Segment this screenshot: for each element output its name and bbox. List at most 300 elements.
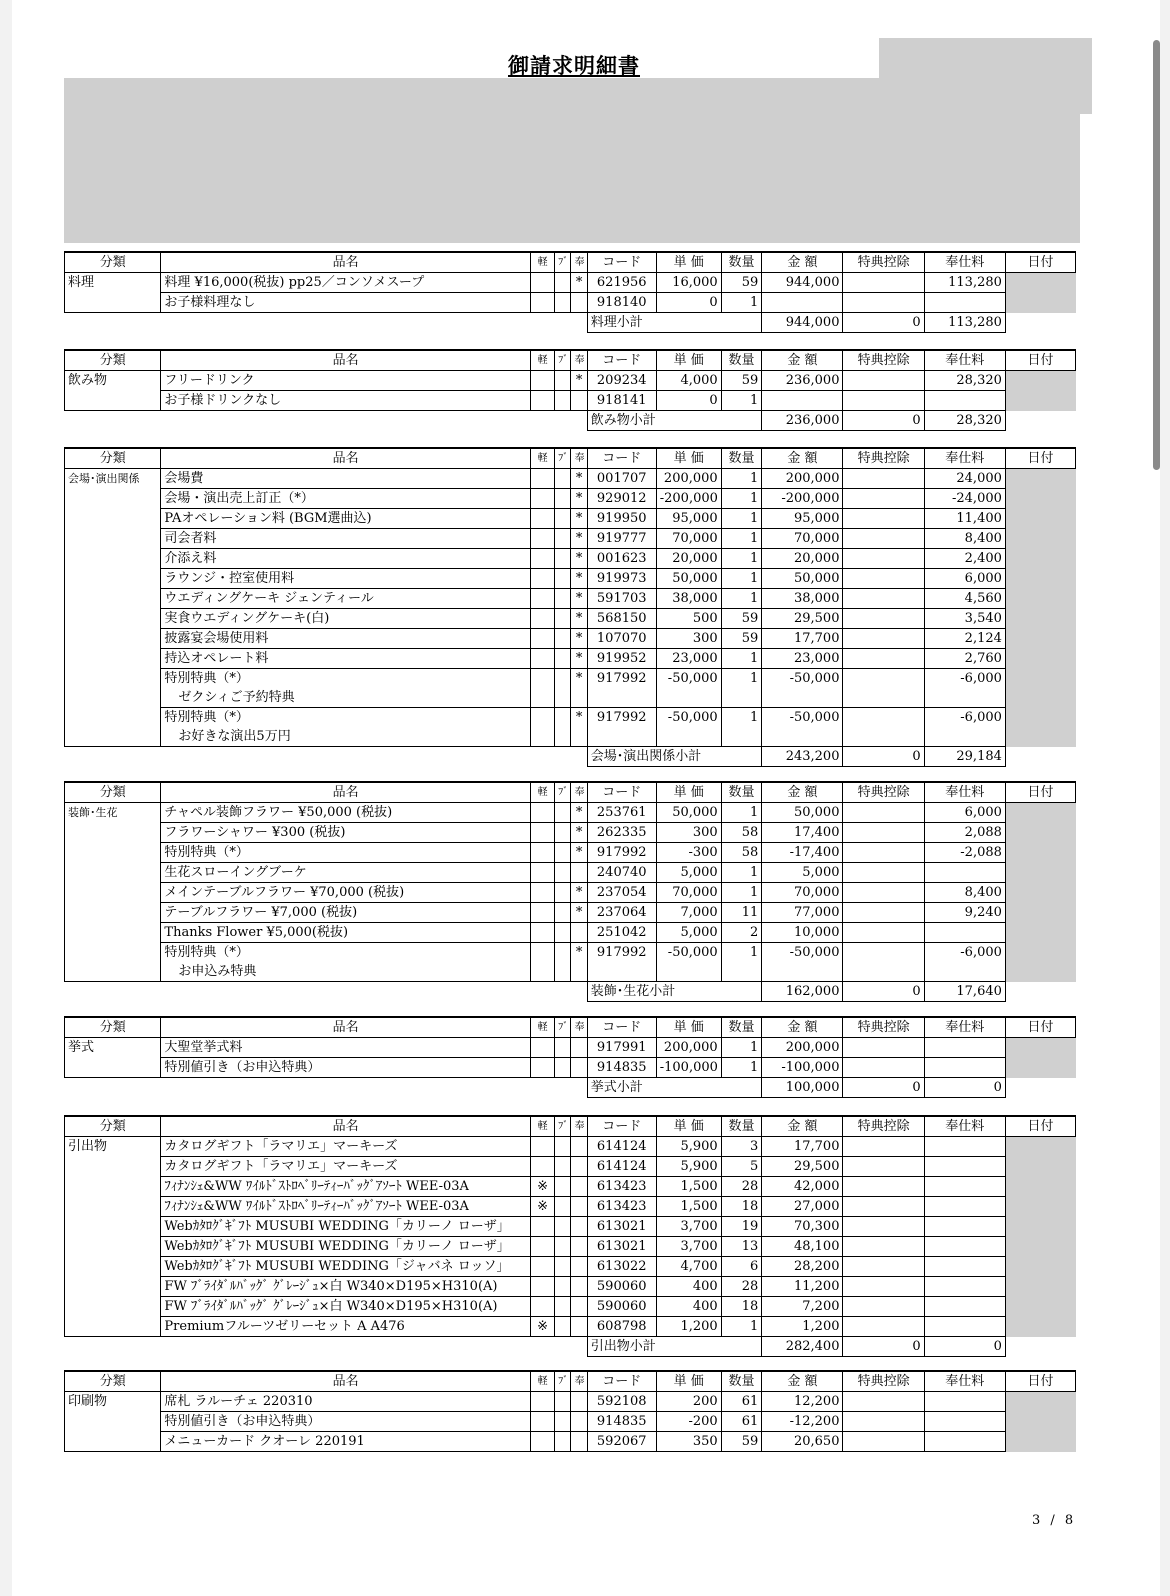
cell-tokuten [843, 803, 924, 823]
cell-name: 司会者料 [161, 529, 530, 549]
cell-price: 300 [656, 823, 721, 843]
item-note: お好きな演出5万円 [178, 729, 291, 744]
cell-fu [555, 843, 571, 863]
cell-kei [530, 569, 554, 589]
cell-amount: 48,100 [762, 1237, 843, 1257]
cell-tokuten [843, 529, 924, 549]
cell-tokuten [843, 1237, 924, 1257]
cell-name: 席札 ラルーチェ 220310 [161, 1392, 530, 1412]
cell-service: 2,088 [924, 823, 1005, 843]
blank-cell [65, 982, 588, 1002]
cell-price: -200 [656, 1412, 721, 1432]
cell-fu [555, 1157, 571, 1177]
cell-kei [530, 843, 554, 863]
invoice-section [64, 1115, 1092, 1357]
cell-amount: 11,200 [762, 1277, 843, 1297]
date-cell [1005, 1157, 1075, 1177]
cell-kei [530, 489, 554, 509]
cell-service: 3,540 [924, 609, 1005, 629]
table-row [65, 883, 1076, 903]
cell-qty: 61 [721, 1412, 762, 1432]
cell-name: 持込オペレート料 [161, 649, 530, 669]
table-row [65, 629, 1076, 649]
table-row [65, 489, 1076, 509]
cell-qty: 1 [721, 649, 762, 669]
cell-name: 介添え料 [161, 549, 530, 569]
cell-qty: 1 [721, 569, 762, 589]
item-name-cell [161, 708, 530, 747]
cell-kei [530, 903, 554, 923]
column-header: コード [587, 252, 656, 273]
cell-hou [571, 1217, 587, 1237]
table-row [65, 903, 1076, 923]
cell-hou [571, 1297, 587, 1317]
cell-amount: 42,000 [762, 1177, 843, 1197]
cell-price: 7,000 [656, 903, 721, 923]
cell-tokuten [843, 1257, 924, 1277]
column-header: 奉仕料 [924, 1371, 1005, 1392]
cell-amount: 29,500 [762, 609, 843, 629]
table-row [65, 863, 1076, 883]
subtotal-label: 挙式小計 [587, 1078, 762, 1098]
cell-amount: 70,000 [762, 883, 843, 903]
column-header: ﾌﾞ [555, 1017, 571, 1038]
date-cell [1005, 1058, 1075, 1078]
cell-code: 568150 [587, 609, 656, 629]
cell-code: 590060 [587, 1297, 656, 1317]
date-cell [1005, 843, 1075, 863]
cell-hou: * [571, 569, 587, 589]
column-header: 奉仕料 [924, 252, 1005, 273]
cell-qty: 1 [721, 549, 762, 569]
cell-service: 11,400 [924, 509, 1005, 529]
cell-tokuten [843, 273, 924, 293]
table-row [65, 1412, 1076, 1432]
table-row [65, 469, 1076, 489]
column-header: コード [587, 1017, 656, 1038]
cell-qty: 13 [721, 1237, 762, 1257]
category-cell: 印刷物 [65, 1392, 161, 1452]
item-name: 特別特典（*） [164, 945, 249, 960]
cell-service: 4,560 [924, 589, 1005, 609]
cell-price: 200 [656, 1392, 721, 1412]
page-indicator: 3 / 8 [1032, 1513, 1077, 1528]
table-row [65, 1177, 1076, 1197]
cell-tokuten [843, 469, 924, 489]
column-header: 軽 [530, 1017, 554, 1038]
cell-code: 613423 [587, 1197, 656, 1217]
cell-kei [530, 529, 554, 549]
cell-code: 919973 [587, 569, 656, 589]
cell-hou: * [571, 371, 587, 391]
cell-code: 251042 [587, 923, 656, 943]
cell-hou [571, 1177, 587, 1197]
cell-fu [555, 1038, 571, 1058]
cell-hou: * [571, 803, 587, 823]
cell-price: -200,000 [656, 489, 721, 509]
cell-code: 209234 [587, 371, 656, 391]
cell-price: -100,000 [656, 1058, 721, 1078]
column-header: 特典控除 [843, 782, 924, 803]
cell-kei [530, 1217, 554, 1237]
column-header: 奉仕料 [924, 1017, 1005, 1038]
date-cell [1005, 863, 1075, 883]
cell-service: 2,400 [924, 549, 1005, 569]
cell-kei [530, 469, 554, 489]
cell-fu [555, 509, 571, 529]
cell-kei [530, 589, 554, 609]
cell-fu [555, 1217, 571, 1237]
subtotal-amount: 162,000 [762, 982, 843, 1002]
cell-amount: -50,000 [762, 943, 843, 982]
cell-fu [555, 629, 571, 649]
cell-hou [571, 1432, 587, 1452]
cell-tokuten [843, 1058, 924, 1078]
table-row [65, 1317, 1076, 1337]
column-header: 特典控除 [843, 252, 924, 273]
cell-name: Thanks Flower ¥5,000(税抜) [161, 923, 530, 943]
cell-qty: 1 [721, 883, 762, 903]
column-header: 奉 [571, 1116, 587, 1137]
cell-name: 会場費 [161, 469, 530, 489]
cell-price: 20,000 [656, 549, 721, 569]
column-header: 分類 [65, 1371, 161, 1392]
date-cell [1005, 823, 1075, 843]
cell-tokuten [843, 391, 924, 411]
cell-qty: 59 [721, 273, 762, 293]
column-header: 品名 [161, 1371, 530, 1392]
column-header: 日付 [1005, 1017, 1075, 1038]
date-cell [1005, 609, 1075, 629]
cell-hou: * [571, 669, 587, 708]
cell-code: 929012 [587, 489, 656, 509]
blank-cell [65, 313, 588, 333]
cell-code: 621956 [587, 273, 656, 293]
cell-qty: 11 [721, 903, 762, 923]
cell-kei [530, 923, 554, 943]
table-header-row [65, 782, 1076, 803]
cell-kei [530, 371, 554, 391]
column-header: 分類 [65, 350, 161, 371]
column-header: 単 価 [656, 448, 721, 469]
cell-price: 1,500 [656, 1177, 721, 1197]
cell-qty: 59 [721, 629, 762, 649]
table-row [65, 1058, 1076, 1078]
cell-amount: -200,000 [762, 489, 843, 509]
cell-price: 400 [656, 1277, 721, 1297]
table-header-row [65, 252, 1076, 273]
column-header: ﾌﾞ [555, 350, 571, 371]
cell-kei [530, 509, 554, 529]
cell-hou: * [571, 843, 587, 863]
table-row [65, 589, 1076, 609]
column-header: 奉 [571, 350, 587, 371]
date-cell [1005, 1277, 1075, 1297]
table-row [65, 293, 1076, 313]
category-cell: 料理 [65, 273, 161, 313]
date-cell [1005, 1257, 1075, 1277]
table-row [65, 823, 1076, 843]
cell-hou [571, 863, 587, 883]
cell-price: 16,000 [656, 273, 721, 293]
cell-name: 生花スローイングブーケ [161, 863, 530, 883]
cell-kei [530, 708, 554, 747]
table-row [65, 1217, 1076, 1237]
cell-kei [530, 629, 554, 649]
cell-tokuten [843, 1038, 924, 1058]
cell-kei [530, 549, 554, 569]
cell-qty: 28 [721, 1177, 762, 1197]
date-cell [1005, 1237, 1075, 1257]
cell-tokuten [843, 1157, 924, 1177]
cell-qty: 1 [721, 293, 762, 313]
invoice-table [64, 1115, 1076, 1357]
cell-fu [555, 1177, 571, 1197]
table-row [65, 1392, 1076, 1412]
cell-qty: 59 [721, 1432, 762, 1452]
column-header: 単 価 [656, 1116, 721, 1137]
cell-tokuten [843, 589, 924, 609]
subtotal-label: 飲み物小計 [587, 411, 762, 431]
cell-tokuten [843, 1392, 924, 1412]
date-cell [1005, 509, 1075, 529]
column-header: 金 額 [762, 782, 843, 803]
blank-cell [65, 747, 588, 767]
cell-amount: 29,500 [762, 1157, 843, 1177]
cell-tokuten [843, 1432, 924, 1452]
cell-code: 253761 [587, 803, 656, 823]
subtotal-row [65, 313, 1076, 333]
cell-service: 28,320 [924, 371, 1005, 391]
cell-code: 613021 [587, 1237, 656, 1257]
cell-price: 400 [656, 1297, 721, 1317]
cell-price: 5,900 [656, 1137, 721, 1157]
cell-tokuten [843, 629, 924, 649]
column-header: コード [587, 1371, 656, 1392]
cell-code: 001623 [587, 549, 656, 569]
cell-amount: 27,000 [762, 1197, 843, 1217]
column-header: 品名 [161, 252, 530, 273]
subtotal-tokuten: 0 [843, 982, 924, 1002]
column-header: 数量 [721, 1116, 762, 1137]
cell-hou: * [571, 489, 587, 509]
cell-service: -6,000 [924, 943, 1005, 982]
cell-code: 592108 [587, 1392, 656, 1412]
cell-name: フラワーシャワー ¥300 (税抜) [161, 823, 530, 843]
cell-hou: * [571, 549, 587, 569]
invoice-section [64, 1370, 1092, 1452]
cell-service: 2,760 [924, 649, 1005, 669]
cell-kei [530, 1432, 554, 1452]
table-row [65, 669, 1076, 708]
cell-tokuten [843, 649, 924, 669]
cell-amount: 70,000 [762, 529, 843, 549]
cell-amount: 17,700 [762, 1137, 843, 1157]
invoice-section [64, 349, 1092, 431]
cell-service: -2,088 [924, 843, 1005, 863]
cell-fu [555, 469, 571, 489]
cell-qty: 1 [721, 669, 762, 708]
date-cell [1005, 1432, 1075, 1452]
cell-fu [555, 569, 571, 589]
cell-service [924, 863, 1005, 883]
cell-kei: ※ [530, 1197, 554, 1217]
blank-cell [65, 1337, 588, 1357]
cell-code: 917991 [587, 1038, 656, 1058]
cell-tokuten [843, 863, 924, 883]
table-row [65, 609, 1076, 629]
column-header: 日付 [1005, 1371, 1075, 1392]
column-header: コード [587, 448, 656, 469]
table-row [65, 1432, 1076, 1452]
column-header: 数量 [721, 350, 762, 371]
cell-tokuten [843, 843, 924, 863]
column-header: 単 価 [656, 782, 721, 803]
blank-cell [1005, 411, 1075, 431]
cell-fu [555, 1197, 571, 1217]
cell-amount: 95,000 [762, 509, 843, 529]
column-header: 品名 [161, 1116, 530, 1137]
item-note: ゼクシィご予約特典 [178, 690, 295, 705]
cell-name: チャペル装飾フラワー ¥50,000 (税抜) [161, 803, 530, 823]
cell-qty: 1 [721, 943, 762, 982]
cell-name: Webｶﾀﾛｸﾞｷﾞﾌﾄ MUSUBI WEDDING「カリーノ ローザ」 [161, 1217, 530, 1237]
column-header: 分類 [65, 782, 161, 803]
subtotal-amount: 243,200 [762, 747, 843, 767]
cell-hou: * [571, 529, 587, 549]
cell-name: 実食ウエディングケーキ(白) [161, 609, 530, 629]
cell-fu [555, 1058, 571, 1078]
cell-price: 0 [656, 391, 721, 411]
cell-hou: * [571, 589, 587, 609]
cell-hou [571, 1412, 587, 1432]
table-row [65, 371, 1076, 391]
subtotal-amount: 944,000 [762, 313, 843, 333]
cell-name: ﾌｨﾅﾝｼｪ&WW ﾜｲﾙﾄﾞｽﾄﾛﾍﾞﾘｰﾃｨｰﾊﾞｯｸﾞｱｿｰﾄ WEE-03A [161, 1197, 530, 1217]
column-header: ﾌﾞ [555, 782, 571, 803]
cell-name: FW ﾌﾞﾗｲﾀﾞﾙﾊﾞｯｸﾞ ｸﾞﾚｰｼﾞｭ×白 W340×D195×H310(A) [161, 1297, 530, 1317]
subtotal-label: 引出物小計 [587, 1337, 762, 1357]
cell-code: 592067 [587, 1432, 656, 1452]
column-header: ﾌﾞ [555, 1116, 571, 1137]
cell-code: 613021 [587, 1217, 656, 1237]
cell-fu [555, 708, 571, 747]
cell-kei [530, 863, 554, 883]
scrollbar[interactable] [1153, 40, 1160, 470]
invoice-section [64, 251, 1092, 333]
blank-cell [1005, 747, 1075, 767]
column-header: 分類 [65, 448, 161, 469]
cell-tokuten [843, 1137, 924, 1157]
cell-kei [530, 1412, 554, 1432]
cell-price: -50,000 [656, 669, 721, 708]
cell-service: 113,280 [924, 273, 1005, 293]
cell-fu [555, 371, 571, 391]
cell-fu [555, 903, 571, 923]
date-cell [1005, 1297, 1075, 1317]
date-cell [1005, 649, 1075, 669]
cell-amount: 17,700 [762, 629, 843, 649]
cell-qty: 1 [721, 589, 762, 609]
cell-amount: 20,000 [762, 549, 843, 569]
subtotal-service: 28,320 [924, 411, 1005, 431]
cell-price: 70,000 [656, 883, 721, 903]
column-header: 品名 [161, 782, 530, 803]
cell-price: 350 [656, 1432, 721, 1452]
cell-price: 500 [656, 609, 721, 629]
cell-qty: 1 [721, 1038, 762, 1058]
cell-service [924, 1058, 1005, 1078]
cell-name: メニューカード クオーレ 220191 [161, 1432, 530, 1452]
column-header: 軽 [530, 448, 554, 469]
cell-kei [530, 883, 554, 903]
subtotal-service: 17,640 [924, 982, 1005, 1002]
cell-qty: 1 [721, 391, 762, 411]
cell-name: ラウンジ・控室使用料 [161, 569, 530, 589]
cell-tokuten [843, 1177, 924, 1197]
item-name: 特別特典（*） [164, 671, 249, 686]
cell-hou [571, 1157, 587, 1177]
cell-code: 237054 [587, 883, 656, 903]
column-header: 品名 [161, 350, 530, 371]
cell-fu [555, 1317, 571, 1337]
cell-service [924, 1217, 1005, 1237]
cell-fu [555, 1257, 571, 1277]
cell-tokuten [843, 903, 924, 923]
table-row [65, 1257, 1076, 1277]
date-cell [1005, 883, 1075, 903]
cell-amount: 28,200 [762, 1257, 843, 1277]
cell-kei [530, 803, 554, 823]
cell-qty: 5 [721, 1157, 762, 1177]
cell-kei [530, 649, 554, 669]
subtotal-tokuten: 0 [843, 411, 924, 431]
item-note: お申込み特典 [178, 964, 257, 979]
cell-price: 200,000 [656, 469, 721, 489]
cell-price: 0 [656, 293, 721, 313]
date-cell [1005, 1217, 1075, 1237]
cell-price: -300 [656, 843, 721, 863]
table-header-row [65, 1116, 1076, 1137]
cell-qty: 1 [721, 529, 762, 549]
column-header: 単 価 [656, 1371, 721, 1392]
cell-price: 5,900 [656, 1157, 721, 1177]
table-row [65, 529, 1076, 549]
category-cell: 装飾･生花 [65, 803, 161, 982]
subtotal-amount: 236,000 [762, 411, 843, 431]
cell-fu [555, 1237, 571, 1257]
table-row [65, 549, 1076, 569]
cell-code: 608798 [587, 1317, 656, 1337]
table-row [65, 273, 1076, 293]
cell-qty: 3 [721, 1137, 762, 1157]
item-name-cell [161, 669, 530, 708]
column-header: 金 額 [762, 1116, 843, 1137]
subtotal-label: 料理小計 [587, 313, 762, 333]
cell-service [924, 1317, 1005, 1337]
cell-price: 70,000 [656, 529, 721, 549]
cell-service [924, 1157, 1005, 1177]
cell-amount: 7,200 [762, 1297, 843, 1317]
cell-amount: 236,000 [762, 371, 843, 391]
cell-price: 5,000 [656, 923, 721, 943]
cell-kei [530, 1277, 554, 1297]
cell-amount [762, 391, 843, 411]
invoice-section [64, 781, 1092, 1002]
cell-fu [555, 943, 571, 982]
cell-service [924, 1392, 1005, 1412]
column-header: 日付 [1005, 350, 1075, 371]
